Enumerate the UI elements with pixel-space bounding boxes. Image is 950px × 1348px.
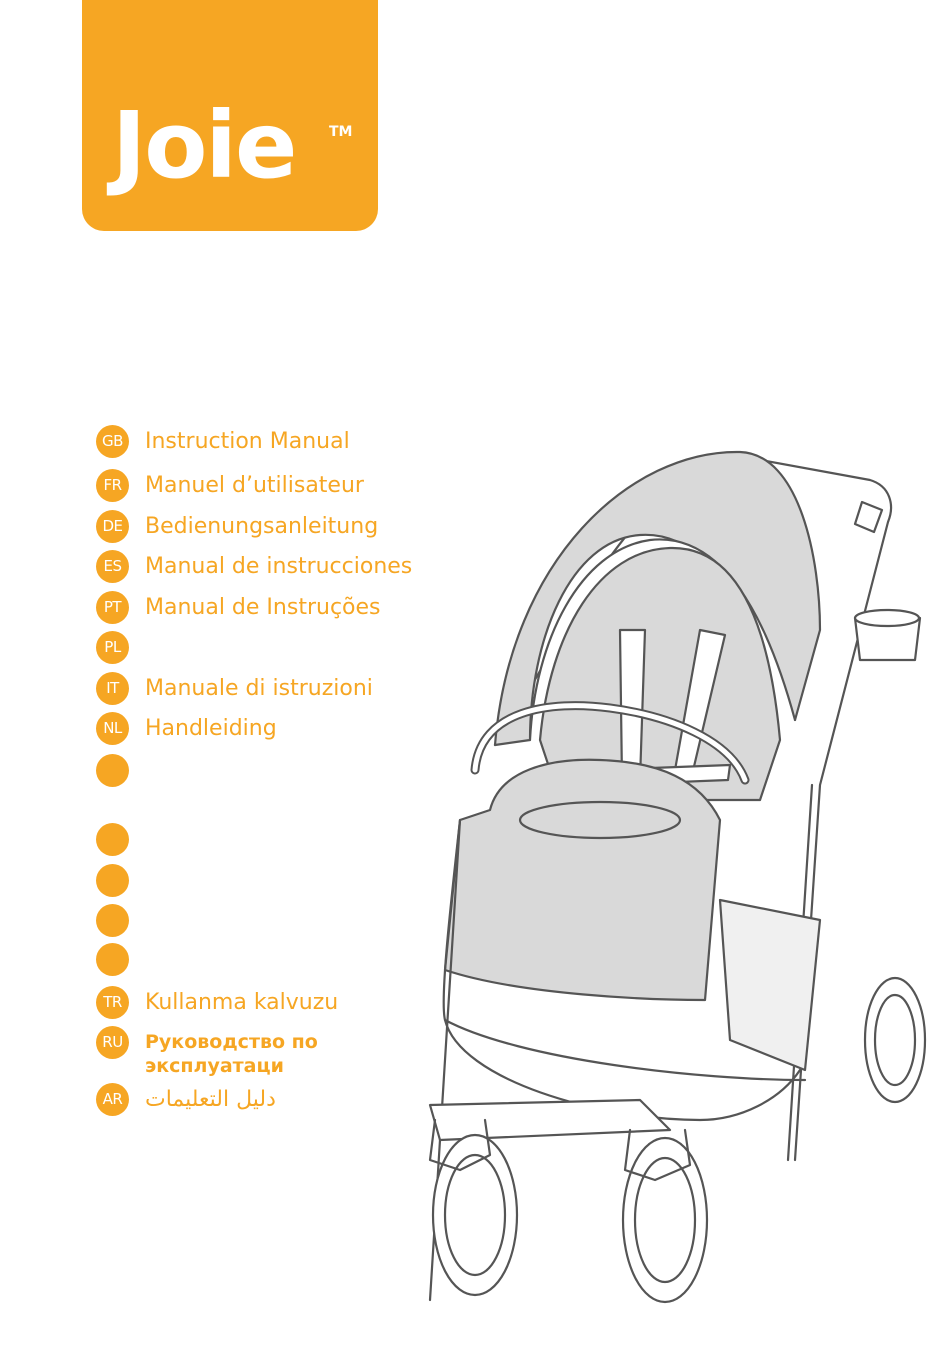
language-title: Kullanma kalvuzu (145, 989, 339, 1015)
language-badge: DE (96, 510, 129, 543)
language-title-line-1: Руководство по (145, 1031, 318, 1053)
language-title-line-2: эксплуатаци (145, 1055, 284, 1077)
language-badge: TR (96, 986, 129, 1019)
language-row-fr (96, 468, 364, 502)
language-row-ar (96, 1082, 276, 1116)
language-badge: FR (96, 469, 129, 502)
language-title: Manual de instrucciones (145, 553, 413, 579)
language-badge (96, 864, 129, 897)
language-row-tr (96, 985, 338, 1019)
language-row-blank (96, 822, 129, 856)
language-row-nl (96, 711, 277, 745)
language-badge: NL (96, 712, 129, 745)
language-row-de (96, 509, 378, 543)
language-row-ru (96, 1025, 318, 1077)
language-title: Instruction Manual (145, 428, 350, 454)
language-row-blank (96, 863, 129, 897)
language-title: Manuel d’utilisateur (145, 472, 364, 498)
language-row-it (96, 671, 373, 705)
language-title: دليل التعليمات (145, 1086, 276, 1112)
language-row-gb (96, 424, 350, 458)
language-badge (96, 823, 129, 856)
language-row-blank (96, 942, 129, 976)
language-badge: PL (96, 631, 129, 664)
language-badge (96, 904, 129, 937)
language-title: Manuale di istruzioni (145, 675, 373, 701)
language-row-pt (96, 590, 381, 624)
language-badge: ES (96, 550, 129, 583)
language-title (145, 1030, 318, 1078)
logo-trademark: TM (329, 124, 353, 140)
logo-wordmark: Joie (112, 92, 296, 199)
stroller-illustration-icon (400, 440, 930, 1330)
language-row-pl (96, 630, 145, 664)
language-badge: IT (96, 672, 129, 705)
language-badge (96, 754, 129, 787)
language-row-es (96, 549, 412, 583)
language-badge: AR (96, 1083, 129, 1116)
joie-logo (82, 0, 378, 231)
language-row-blank (96, 903, 129, 937)
language-badge: GB (96, 425, 129, 458)
language-badge: RU (96, 1026, 129, 1059)
language-title: Handleiding (145, 715, 277, 741)
language-row-blank (96, 753, 129, 787)
language-title: Bedienungsanleitung (145, 513, 379, 539)
language-badge (96, 943, 129, 976)
language-badge: PT (96, 591, 129, 624)
language-title: Manual de Instruções (145, 594, 381, 620)
